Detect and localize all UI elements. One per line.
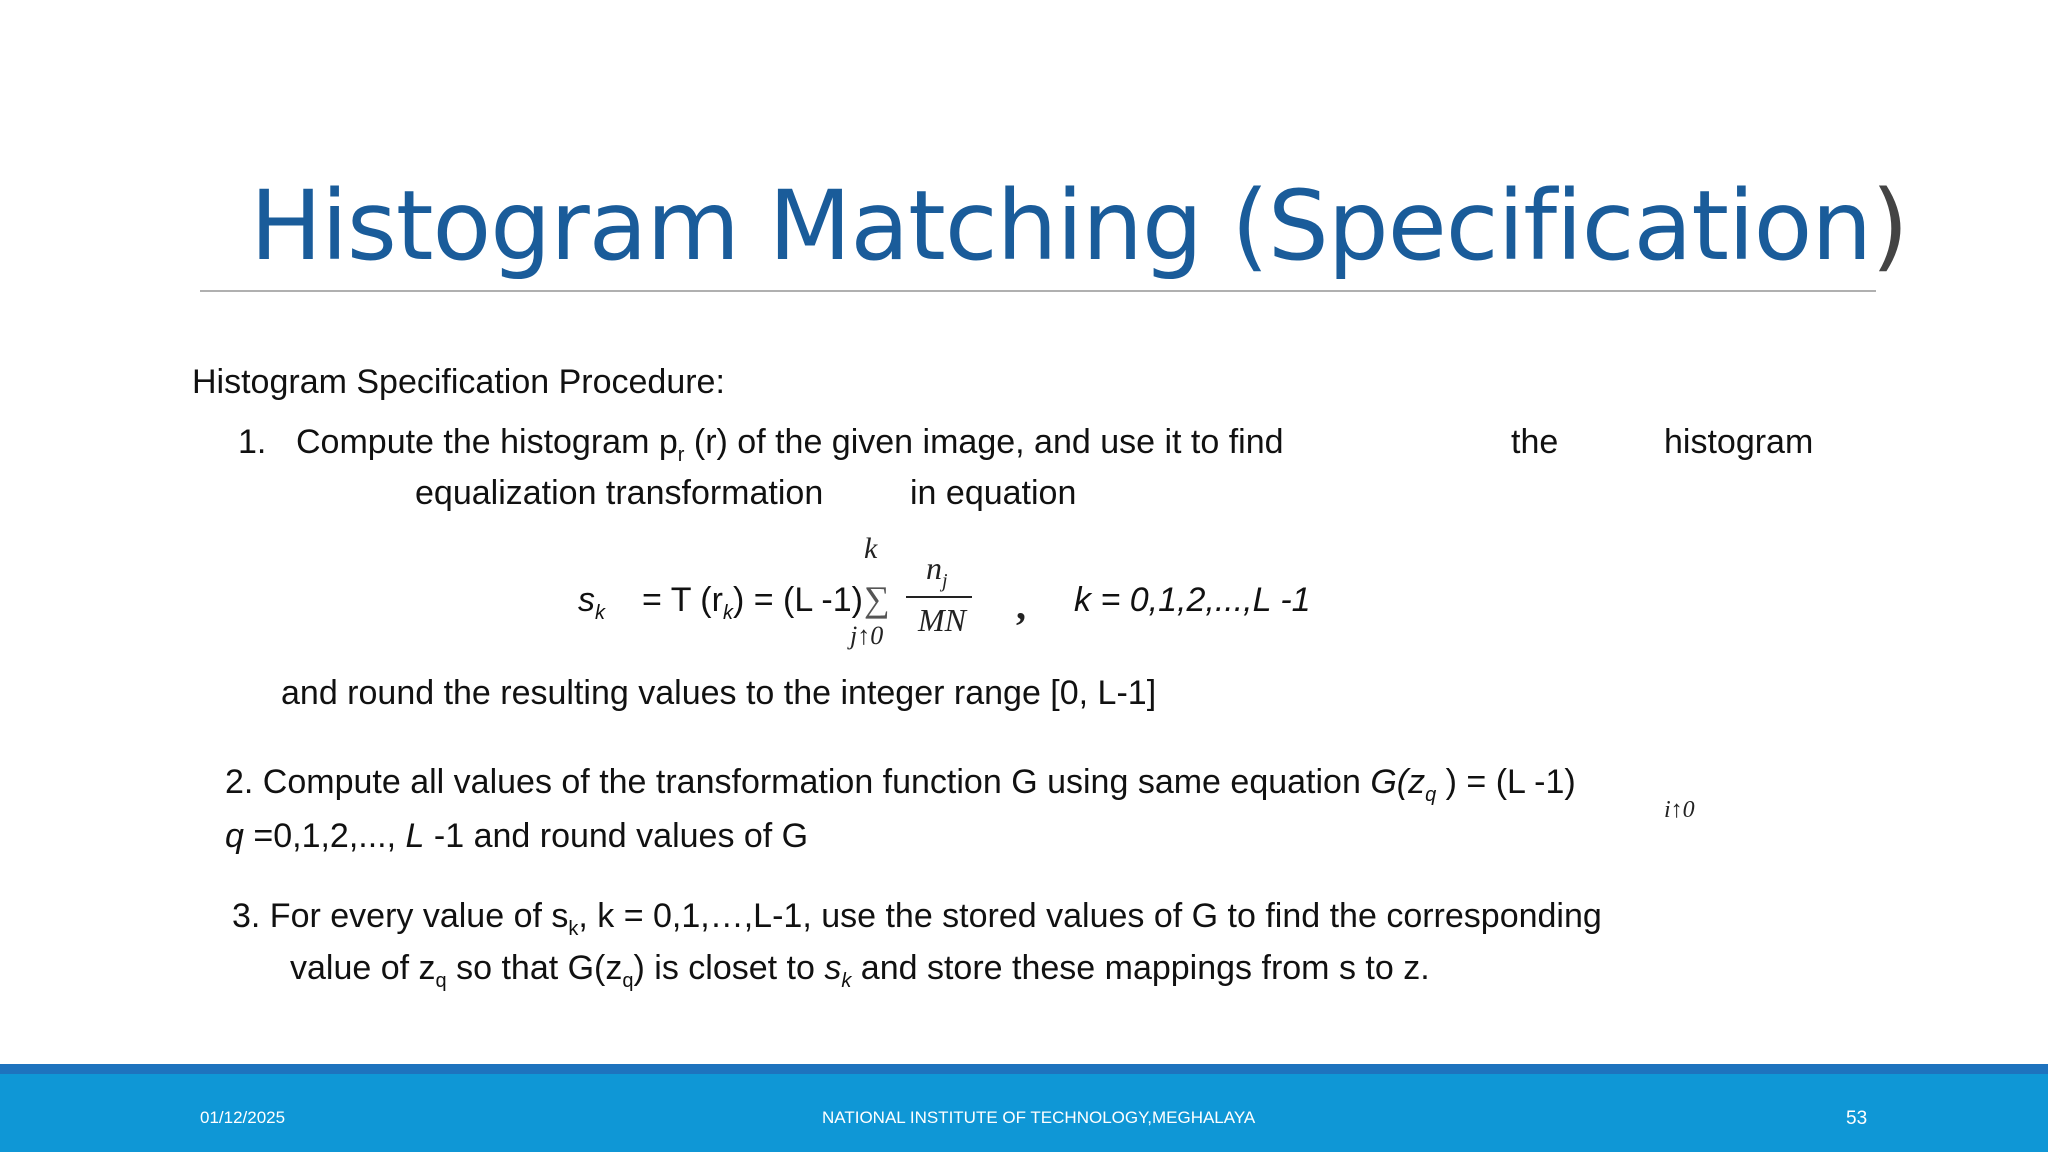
- footer-institution: NATIONAL INSTITUTE OF TECHNOLOGY,MEGHALAYA: [822, 1108, 1256, 1127]
- step2-text: 2. Compute all values of the transformation function G using same equation: [225, 763, 1371, 801]
- step1-line2a: equalization transformation: [415, 474, 824, 512]
- eq-sigma: ∑: [864, 579, 890, 619]
- eq-denominator: MN: [918, 602, 966, 638]
- step1-text-b: (r) of the given image, and use it to find: [684, 423, 1284, 461]
- step2-line1: [225, 763, 1576, 806]
- eq-s: s: [578, 581, 595, 619]
- step2-range: =0,1,2,...,: [243, 817, 406, 855]
- step3-sub-k: k: [568, 918, 579, 940]
- step2-limit: i↑0: [1664, 797, 1695, 823]
- step2-g-a: G(z: [1370, 763, 1426, 801]
- round-line: and round the resulting values to the integer range [0, L-1]: [281, 674, 1157, 712]
- eq-fraction-bar: [906, 596, 972, 598]
- equation-lhs: [578, 581, 605, 624]
- step1-sub-r: r: [677, 444, 685, 466]
- step3-text-b: , k = 0,1,…,L-1, use the stored values of G to find the corresponding: [578, 897, 1602, 935]
- step1-number: 1.: [238, 423, 267, 461]
- step1-line2b: in equation: [910, 474, 1077, 512]
- step1-word-the: the: [1511, 423, 1559, 461]
- slide-title: [250, 170, 1908, 282]
- eq-lower-limit: j↑0: [850, 621, 884, 650]
- eq-k-range: k = 0,1,2,...,L -1: [1074, 581, 1311, 619]
- footer-stripe: [0, 1064, 2048, 1074]
- eq-upper-limit: k: [864, 532, 878, 565]
- eq-numerator: [926, 550, 948, 592]
- equation-mid: [642, 581, 863, 624]
- step3-l2-sub1: q: [435, 970, 447, 992]
- step3-l2c: ) is closet to: [633, 949, 825, 987]
- footer-date: 01/12/2025: [200, 1108, 286, 1127]
- eq-numerator-sub: j: [942, 570, 948, 592]
- step2-q: q: [225, 817, 244, 855]
- step2-g-sub: q: [1425, 784, 1437, 806]
- eq-part2: ) = (L -1): [732, 581, 863, 619]
- step2-g-b: ) = (L -1): [1436, 763, 1576, 801]
- step3-l2-s: s: [824, 949, 842, 987]
- step1-line1: [296, 423, 1284, 466]
- title-close-paren: ): [1871, 170, 1908, 282]
- eq-part1: = T (r: [642, 581, 723, 619]
- step3-l2b: so that G(z: [446, 949, 623, 987]
- title-text: Histogram Matching (Specification: [250, 170, 1872, 282]
- step1-text-a: Compute the histogram p: [296, 423, 678, 461]
- title-divider: [200, 290, 1876, 292]
- eq-s-sub: k: [595, 602, 605, 624]
- step3-text-a: 3. For every value of s: [232, 897, 569, 935]
- step3-l2-sub3: k: [841, 970, 852, 992]
- step2-end: -1 and round values of G: [424, 817, 809, 855]
- slide-number: 53: [1846, 1108, 1868, 1129]
- eq-numerator-n: n: [926, 550, 942, 586]
- eq-comma: ,: [1016, 583, 1026, 628]
- step2-L: L: [405, 817, 425, 855]
- procedure-heading: Histogram Specification Procedure:: [192, 363, 725, 401]
- step3-l2a: value of z: [290, 949, 436, 987]
- step3-l2-sub2: q: [622, 970, 634, 992]
- step3-line2: [290, 949, 1430, 992]
- step1-word-histogram: histogram: [1664, 423, 1814, 461]
- step3-l2d: and store these mappings from s to z.: [851, 949, 1430, 987]
- step2-line2: [225, 817, 808, 856]
- eq-r-sub: k: [722, 602, 733, 624]
- step3-line1: [232, 897, 1602, 940]
